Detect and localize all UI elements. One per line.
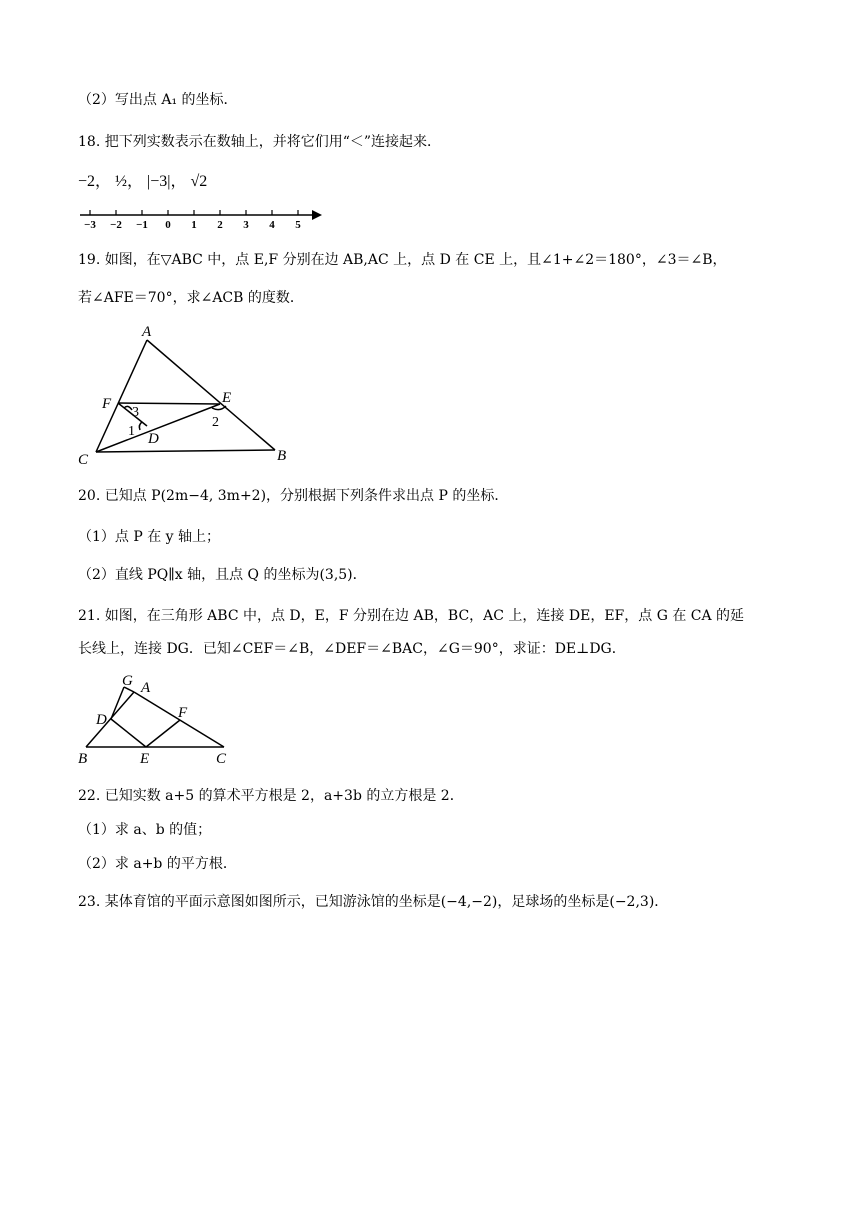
number-line-tick-label: 0 <box>165 219 171 231</box>
q19-label-d: D <box>148 431 159 447</box>
q19-label-e: E <box>222 390 232 406</box>
q19-triangle-figure <box>72 322 302 467</box>
q18-stem: 18. 把下列实数表示在数轴上，并将它们用“＜”连接起来． <box>78 134 442 150</box>
number-line-tick-label: −3 <box>84 219 96 231</box>
q21-label-f: F <box>178 705 188 721</box>
q22-part2: （2）求 a+b 的平方根． <box>78 856 237 872</box>
q19-angle2: 2 <box>212 415 219 430</box>
q19-angle1: 1 <box>128 424 135 439</box>
q18-numbers: −2， ½， |−3|， √2 <box>78 173 208 190</box>
q20-part1: （1）点 P 在 y 轴上； <box>78 529 221 545</box>
q21-stem-line1: 21. 如图，在三角形 ABC 中，点 D，E，F 分别在边 AB，BC，AC 上，连接 DE，EF，点 G 在 CA 的延 <box>78 608 745 624</box>
q20-part2: （2）直线 PQ∥x 轴，且点 Q 的坐标为(3,5)． <box>78 567 367 583</box>
q23-stem: 23. 某体育馆的平面示意图如图所示，已知游泳馆的坐标是(−4,−2)，足球场的坐标是(−2,3)． <box>78 894 669 910</box>
q19-label-f: F <box>102 396 112 412</box>
q20-stem: 20. 已知点 P(2m−4, 3m+2)，分别根据下列条件求出点 P 的坐标． <box>78 488 509 504</box>
q17-part2: （2）写出点 A₁ 的坐标． <box>78 92 238 108</box>
q19-stem-line2: 若∠AFE＝70°，求∠ACB 的度数． <box>78 290 304 306</box>
q19-label-b: B <box>277 448 287 464</box>
number-line <box>76 204 326 234</box>
q21-label-g: G <box>122 673 133 689</box>
number-line-tick-label: −2 <box>110 219 122 231</box>
q21-stem-line2: 长线上，连接 DG．已知∠CEF＝∠B，∠DEF＝∠BAC，∠G＝90°，求证：DE⊥DG． <box>78 641 626 657</box>
number-line-tick-label: 1 <box>191 219 197 231</box>
q19-label-c: C <box>78 452 89 467</box>
q21-label-b: B <box>78 751 88 767</box>
number-line-tick-label: 3 <box>243 219 249 231</box>
number-line-tick-label: 2 <box>217 219 223 231</box>
q19-label-a: A <box>142 324 152 340</box>
number-line-tick-label: 5 <box>295 219 301 231</box>
q21-label-d: D <box>96 712 107 728</box>
number-line-tick-label: −1 <box>136 219 148 231</box>
q21-label-a: A <box>141 680 151 696</box>
q22-stem: 22. 已知实数 a+5 的算术平方根是 2，a+3b 的立方根是 2． <box>78 788 464 804</box>
q21-triangle-figure <box>74 670 244 770</box>
number-line-tick-label: 4 <box>269 219 275 231</box>
q21-label-e: E <box>140 751 150 767</box>
q19-stem-line1: 19. 如图，在▽ABC 中，点 E,F 分别在边 AB,AC 上，点 D 在 CE 上，且∠1+∠2＝180°，∠3＝∠B， <box>78 252 727 268</box>
q21-label-c: C <box>216 751 227 767</box>
q19-angle3: 3 <box>132 405 139 420</box>
q22-part1: （1）求 a、b 的值； <box>78 822 212 838</box>
